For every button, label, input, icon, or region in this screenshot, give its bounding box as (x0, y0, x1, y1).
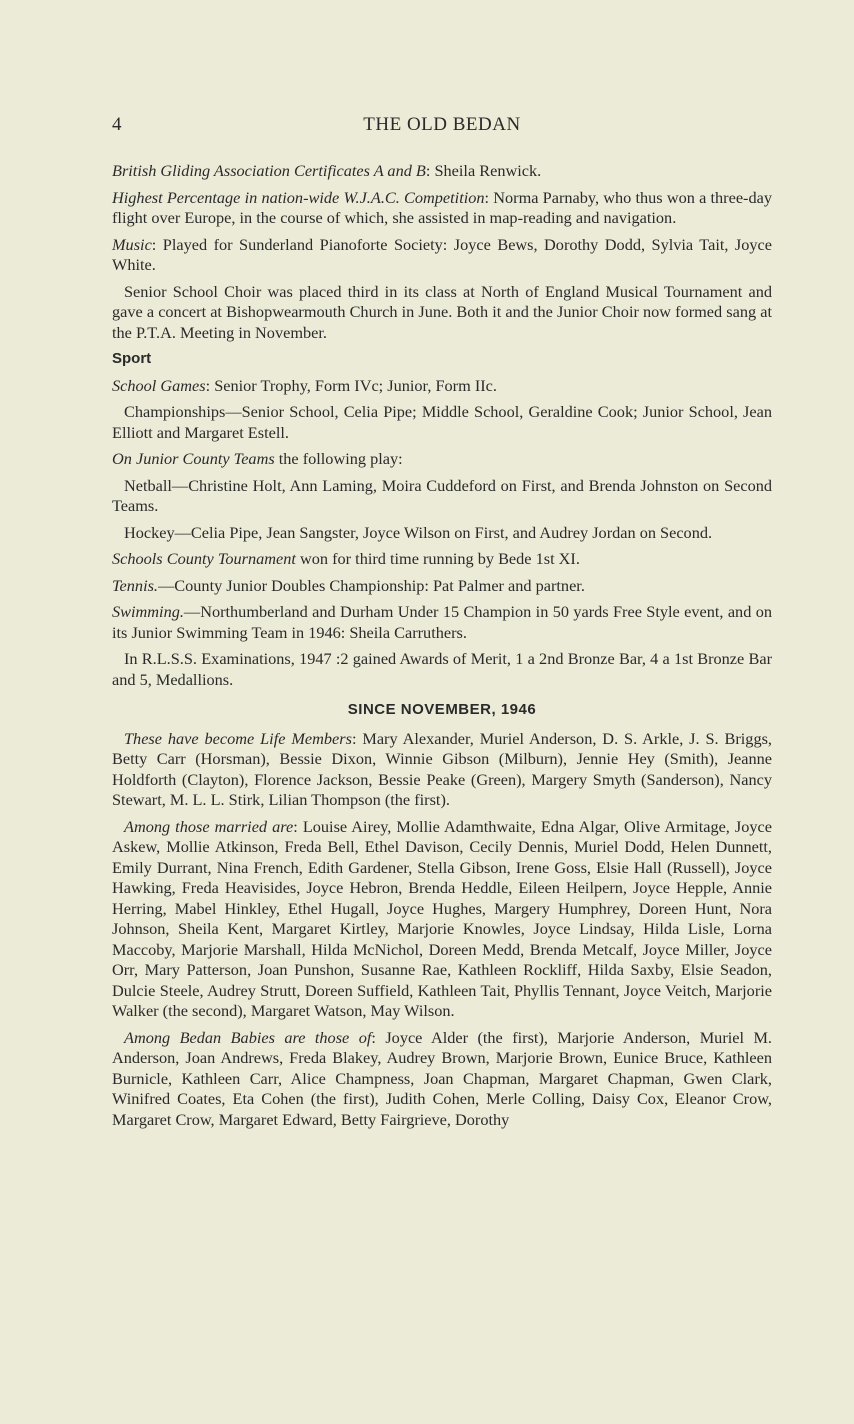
music-label: Music (112, 234, 152, 254)
school-games-label: School Games (112, 375, 206, 395)
swimming-paragraph (112, 602, 772, 643)
championships-paragraph: Championships—Senior School, Celia Pipe; Middle School, Geraldine Cook; Junior School, Jean Elliott and Margaret Estell. (112, 402, 772, 442)
life-members-label: These have become Life Members (124, 728, 352, 748)
music-text: : Played for Sunderland Pianoforte Society: Joyce Bews, Dorothy Dodd, Sylvia Tait, Joyce White. (112, 234, 772, 274)
rlss-paragraph: In R.L.S.S. Examinations, 1947 :2 gained Awards of Merit, 1 a 2nd Bronze Bar, 4 a 1st Bronze Bar and 5, Medallions. (112, 649, 772, 689)
gliding-text: : Sheila Renwick. (425, 161, 542, 180)
life-members-paragraph (112, 729, 772, 811)
percentage-paragraph (112, 188, 772, 229)
schools-county-text: won for third time running by Bede 1st XI. (295, 549, 580, 568)
schools-county-label: Schools County Tournament (112, 549, 296, 568)
percentage-text: : Norma Parnaby, who thus won a three-day flight over Europe, in the course of which, she assisted in map-reading and navigation. (112, 187, 772, 227)
junior-county-paragraph (112, 449, 772, 470)
swimming-label: Swimming. (112, 602, 184, 621)
hockey-paragraph: Hockey—Celia Pipe, Jean Sangster, Joyce Wilson on First, and Audrey Jordan on Second. (124, 522, 713, 542)
since-november-heading: SINCE NOVEMBER, 1946 (347, 701, 537, 718)
life-members-text: : Mary Alexander, Muriel Anderson, D. S. Arkle, J. S. Briggs, Betty Carr (Horsman), Bessie Dixon, Winnie Gibson (Milburn), Jennie Hey (Smith), Jeanne Holdforth (Clayton), Florence Jackson, Bessie Peake (Green), Margery Smyth (Sanderson), Nancy Stewart, M. L. L. Stirk, Lilian Thompson (the first). (112, 728, 772, 809)
junior-county-text: the following play: (274, 449, 403, 468)
babies-paragraph (112, 1028, 772, 1131)
page-title: THE OLD BEDAN (363, 114, 521, 135)
sport-heading: Sport (112, 350, 152, 367)
married-label: Among those married are (124, 816, 294, 836)
gliding-paragraph (112, 161, 772, 182)
music-paragraph (112, 235, 772, 276)
school-games-text: : Senior Trophy, Form IVc; Junior, Form IIc. (205, 375, 497, 395)
percentage-label: Highest Percentage in nation-wide W.J.A.C. Competition (112, 187, 485, 207)
tennis-paragraph (112, 576, 772, 597)
page-header (112, 114, 772, 140)
netball-paragraph: Netball—Christine Holt, Ann Laming, Moira Cuddeford on First, and Brenda Johnston on Second Teams. (112, 475, 772, 515)
married-paragraph (112, 817, 772, 1022)
choir-paragraph: Senior School Choir was placed third in its class at North of England Musical Tournament and gave a concert at Bishopwearmouth Church in June. Both it and the Junior Choir now formed sang at the P.T.A. Meeting in November. (112, 281, 772, 342)
junior-county-label: On Junior County Teams (112, 449, 275, 468)
schools-county-paragraph (112, 549, 772, 570)
tennis-text: —County Junior Doubles Championship: Pat Palmer and partner. (158, 575, 585, 595)
page-content (112, 161, 772, 1136)
babies-label: Among Bedan Babies are those of (124, 1027, 372, 1047)
gliding-label: British Gliding Association Certificates A and B (112, 161, 426, 180)
babies-text: : Joyce Alder (the first), Marjorie Anderson, Muriel M. Anderson, Joan Andrews, Freda Blakey, Audrey Brown, Marjorie Brown, Eunice Bruce, Kathleen Burnicle, Kathleen Carr, Alice Champness, Joan Chapman, Margaret Chapman, Gwen Clark, Winifred Coates, Eta Cohen (the first), Judith Cohen, Merle Colling, Daisy Cox, Eleanor Crow, Margaret Crow, Margaret Edward, Betty Fairgrieve, Dorothy (112, 1027, 773, 1129)
swimming-text: —Northumberland and Durham Under 15 Champion in 50 yards Free Style event, and on its Junior Swimming Team in 1946: Sheila Carruthers. (112, 602, 772, 642)
married-text: : Louise Airey, Mollie Adamthwaite, Edna Algar, Olive Armitage, Joyce Askew, Mollie Atkinson, Freda Bell, Ethel Davison, Cecily Dennis, Muriel Dodd, Helen Dunnett, Emily Durrant, Nina French, Edith Gardener, Stella Gibson, Irene Goss, Elsie Hall (Russell), Joyce Hawking, Freda Heavisides, Joyce Hebron, Brenda Heddle, Eileen Heilpern, Joyce Hepple, Annie Herring, Mabel Hinkley, Ethel Hugall, Joyce Hughes, Margery Humphrey, Doreen Hunt, Nora Johnson, Sheila Kent, Margaret Kirtley, Marjorie Knowles, Joyce Lindsay, Hilda Lisle, Lorna Maccoby, Marjorie Marshall, Hilda McNichol, Doreen Medd, Brenda Metcalf, Joyce Miller, Joyce Orr, Mary Patterson, Joan Punshon, Susanne Rae, Kathleen Rockliff, Hilda Saxby, Elsie Seadon, Dulcie Steele, Audrey Strutt, Doreen Suffield, Kathleen Tait, Phyllis Tennant, Joyce Veitch, Marjorie Walker (the second), Margaret Watson, May Wilson. (112, 816, 773, 1020)
school-games-paragraph (112, 376, 772, 397)
tennis-label: Tennis. (112, 575, 158, 595)
page-number: 4 (112, 114, 122, 135)
